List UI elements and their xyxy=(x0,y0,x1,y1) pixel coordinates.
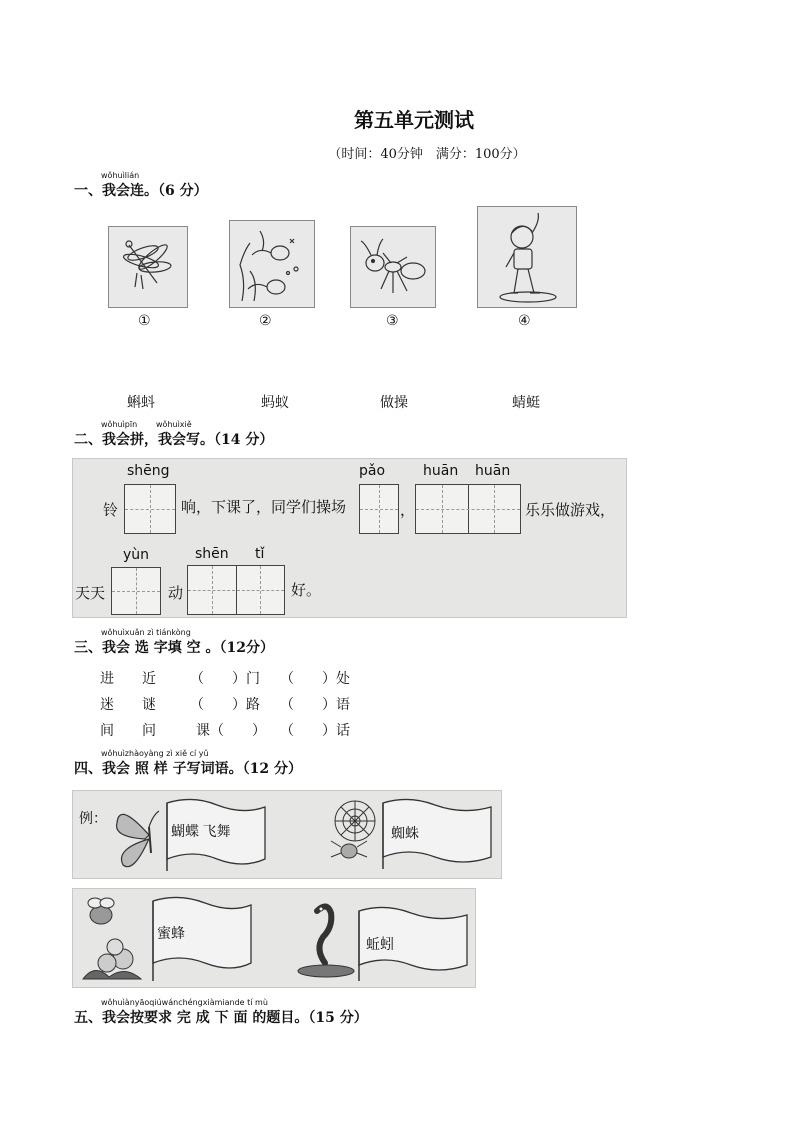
q2-line2-pre: 天天 xyxy=(75,586,106,602)
example-word: 蝴蝶 飞舞 xyxy=(171,825,231,840)
pinyin-ti: tǐ xyxy=(255,546,265,562)
q3-row-1-char-b: 近 xyxy=(142,671,156,687)
q5-heading-text: 五、我会按要求 完 成 下 面 的题目。（15 分） xyxy=(74,1010,368,1026)
bee-icon xyxy=(75,893,149,983)
earthworm-icon xyxy=(291,897,361,983)
pinyin-sheng: shēng xyxy=(127,463,170,479)
write-box-sheng[interactable] xyxy=(124,484,176,534)
spider-word: 蜘蛛 xyxy=(391,827,419,842)
q5-heading xyxy=(74,998,368,1027)
picture-label-2: ② xyxy=(259,313,272,329)
q3-row-1-blank-2[interactable]: （ ）处 xyxy=(280,671,350,687)
word-kedou[interactable]: 蝌蚪 xyxy=(127,395,155,411)
spider-icon xyxy=(321,795,385,871)
q4-exercise-panel xyxy=(72,888,476,988)
q2-line2-mid: 动 xyxy=(168,586,184,602)
q2-heading xyxy=(74,420,274,449)
q4-pinyin: wǒhuìzhàoyàng zì xiě cí yǔ xyxy=(101,749,209,758)
q1-heading-text: 一、我会连。（6 分） xyxy=(74,183,208,199)
ant-icon xyxy=(351,227,435,307)
q2-panel xyxy=(72,458,627,618)
q3-row-2-char-a: 迷 xyxy=(100,697,114,713)
q3-row-3-char-a: 间 xyxy=(100,723,114,739)
q3-row-3-char-b: 问 xyxy=(142,723,156,739)
pinyin-pao: pǎo xyxy=(359,463,386,479)
picture-label-4: ④ xyxy=(518,313,531,329)
q3-pinyin: wǒhuìxuǎn zì tiánkòng xyxy=(101,628,191,637)
q2-line1-pre: 铃 xyxy=(103,503,119,519)
write-box-yun[interactable] xyxy=(111,567,161,615)
page-title: 第五单元测试 xyxy=(354,108,474,132)
earthworm-word: 蚯蚓 xyxy=(366,938,394,953)
butterfly-icon xyxy=(109,797,161,873)
picture-label-3: ③ xyxy=(386,313,399,329)
pinyin-shen: shēn xyxy=(195,546,229,562)
dragonfly-picture xyxy=(108,226,188,308)
q3-heading-text: 三、我会 选 字填 空 。（12分） xyxy=(74,640,274,656)
q3-row-1-blank-1[interactable]: （ ）门 xyxy=(190,671,260,687)
word-mayi[interactable]: 蚂蚁 xyxy=(261,395,289,411)
word-qingting[interactable]: 蜻蜓 xyxy=(512,395,540,411)
word-zuocao[interactable]: 做操 xyxy=(380,395,408,411)
q4-heading xyxy=(74,749,302,778)
boy-exercising-icon xyxy=(478,207,576,307)
q1-heading xyxy=(74,171,208,200)
picture-label-1: ① xyxy=(138,313,151,329)
q3-row-3-blank-1[interactable]: 课（ ） xyxy=(196,723,266,739)
q5-pinyin: wǒhuìànyāoqiúwánchéngxiàmiande tí mù xyxy=(101,998,268,1007)
write-box-huanhuan[interactable] xyxy=(415,484,521,534)
q4-example-panel xyxy=(72,790,502,879)
q2-line2-post: 好。 xyxy=(291,583,322,599)
dragonfly-icon xyxy=(109,227,187,307)
q3-row-1-char-a: 进 xyxy=(100,671,114,687)
q2-line1-post: 乐乐做游戏， xyxy=(525,503,616,519)
page-subtitle: （时间：40分钟 满分：100分） xyxy=(328,147,526,162)
q2-line1-comma: ， xyxy=(400,503,416,519)
tadpole-icon xyxy=(230,221,314,307)
q3-row-2-blank-1[interactable]: （ ）路 xyxy=(190,697,260,713)
q4-heading-text: 四、我会 照 样 子写词语。（12 分） xyxy=(74,761,302,777)
boy-exercising-picture xyxy=(477,206,577,308)
ant-picture xyxy=(350,226,436,308)
q2-heading-text: 二、我会拼，我会写。（14 分） xyxy=(74,432,274,448)
pinyin-yun: yùn xyxy=(123,547,150,563)
q1-pinyin: wǒhuìlián xyxy=(101,171,140,180)
write-box-pao[interactable] xyxy=(359,484,399,534)
q3-row-3-blank-2[interactable]: （ ）话 xyxy=(280,723,350,739)
pinyin-huan-1: huān xyxy=(423,463,459,479)
q2-pinyin-2: wǒhuìxiě xyxy=(156,420,192,429)
pinyin-huan-2: huān xyxy=(475,463,511,479)
q3-heading xyxy=(74,628,274,657)
q3-row-2-blank-2[interactable]: （ ）语 xyxy=(280,697,350,713)
bee-word: 蜜蜂 xyxy=(157,927,185,942)
q2-pinyin-1: wǒhuìpīn xyxy=(101,420,138,429)
example-label: 例： xyxy=(79,812,107,827)
tadpole-picture xyxy=(229,220,315,308)
q3-row-2-char-b: 谜 xyxy=(142,697,156,713)
write-box-shenti[interactable] xyxy=(187,565,285,615)
q2-line1-mid: 响，下课了，同学们操场 xyxy=(181,500,347,516)
